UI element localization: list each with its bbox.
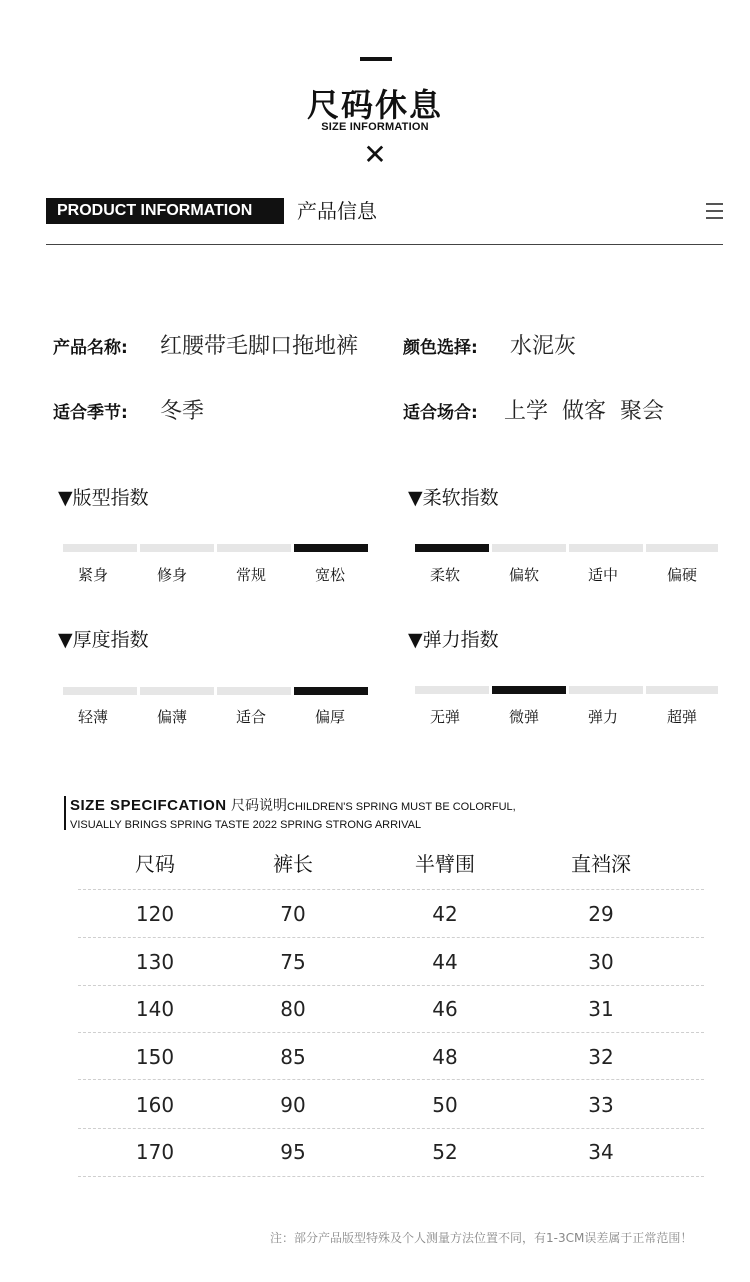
fit-index-option: 常规 [235,566,266,584]
season-label: 适合季节: [53,403,128,423]
table-cell: 50 [432,1093,458,1117]
table-cell: 34 [588,1140,614,1164]
elasticity-index-title: ▼弹力指数 [408,629,499,651]
spec-accent-rule [64,796,66,830]
table-cell: 85 [280,1045,306,1069]
table-divider [78,1032,704,1033]
fit-index-option: 修身 [156,566,187,584]
softness-index-title: ▼柔软指数 [408,487,499,509]
occasion-value: 上学 做客 聚会 [504,399,664,424]
spec-heading-line1 [70,795,516,815]
table-cell: 48 [432,1045,458,1069]
product-name-value: 红腰带毛脚口拖地裤 [160,334,359,359]
fit-index-segment [140,544,214,552]
softness-index-segment [569,544,643,552]
fit-index-segment [294,544,368,552]
table-cell: 70 [280,902,306,926]
thickness-index-segment [140,687,214,695]
softness-index-segment [646,544,718,552]
season-value: 冬季 [160,399,205,424]
table-divider [78,1176,704,1177]
softness-index-option: 偏硬 [666,566,697,584]
spec-heading-line2: VISUALLY BRINGS SPRING TASTE 2022 SPRING STRONG ARRIVAL [70,819,422,831]
softness-index-segment [492,544,566,552]
table-header: 裤长 [273,852,313,876]
table-cell: 90 [280,1093,306,1117]
fit-index-option: 紧身 [77,566,108,584]
table-cell: 150 [135,1045,175,1069]
softness-index-option: 偏软 [508,566,539,584]
thickness-index-option: 偏薄 [156,708,187,726]
table-cell: 46 [432,997,458,1021]
color-value: 水泥灰 [510,334,577,359]
table-cell: 170 [135,1140,175,1164]
thickness-index-option: 适合 [235,708,266,726]
table-cell: 75 [280,950,306,974]
softness-index-option: 柔软 [429,566,460,584]
table-cell: 160 [135,1093,175,1117]
elasticity-index-segment [492,686,566,694]
occasion-label: 适合场合: [403,403,478,423]
fit-index-segment [63,544,137,552]
measurement-note: 注：部分产品版型特殊及个人测量方法位置不同，有1-3CM误差属于正常范围！ [270,1231,693,1245]
table-cell: 30 [588,950,614,974]
table-cell: 42 [432,902,458,926]
table-divider [78,937,704,938]
fit-index-title: ▼版型指数 [58,487,149,509]
elasticity-index-option: 超弹 [666,708,697,726]
table-header: 半臂围 [415,852,475,876]
table-header: 尺码 [135,852,175,876]
softness-index-option: 适中 [587,566,618,584]
table-cell: 140 [135,997,175,1021]
table-cell: 95 [280,1140,306,1164]
elasticity-index-segment [646,686,718,694]
table-divider [78,889,704,890]
elasticity-index-option: 弹力 [587,708,618,726]
product-information-cn: 产品信息 [297,199,377,223]
table-cell: 29 [588,902,614,926]
table-divider [78,985,704,986]
table-cell: 44 [432,950,458,974]
product-information-badge: PRODUCT INFORMATION [46,198,284,224]
elasticity-index-option: 无弹 [429,708,460,726]
table-cell: 52 [432,1140,458,1164]
fit-index-option: 宽松 [314,566,345,584]
softness-index-segment [415,544,489,552]
spec-title-cn: 尺码说明 [231,797,288,813]
table-divider [78,1079,704,1080]
elasticity-index-segment [415,686,489,694]
table-cell: 130 [135,950,175,974]
spec-tagline: CHILDREN'S SPRING MUST BE COLORFUL, [287,801,516,813]
thickness-index-segment [217,687,291,695]
table-cell: 120 [135,902,175,926]
fit-index-segment [217,544,291,552]
hamburger-menu-icon[interactable] [706,203,723,219]
thickness-index-segment [63,687,137,695]
thickness-index-segment [294,687,368,695]
table-cell: 33 [588,1093,614,1117]
color-label: 颜色选择: [403,338,478,358]
table-header: 直裆深 [571,852,631,876]
thickness-index-title: ▼厚度指数 [58,629,149,651]
thickness-index-option: 偏厚 [314,708,345,726]
elasticity-index-option: 微弹 [508,708,539,726]
elasticity-index-segment [569,686,643,694]
cross-icon: ✕ [363,138,387,171]
table-divider [78,1128,704,1129]
title-accent-bar [360,57,392,61]
product-name-label: 产品名称: [53,338,128,358]
table-cell: 80 [280,997,306,1021]
page-title: 尺码休息 [306,86,443,124]
section-divider [46,244,723,245]
spec-title-en: SIZE SPECIFCATION [70,797,227,814]
table-cell: 32 [588,1045,614,1069]
table-cell: 31 [588,997,614,1021]
thickness-index-option: 轻薄 [77,708,108,726]
page-subtitle: SIZE INFORMATION [321,121,429,133]
